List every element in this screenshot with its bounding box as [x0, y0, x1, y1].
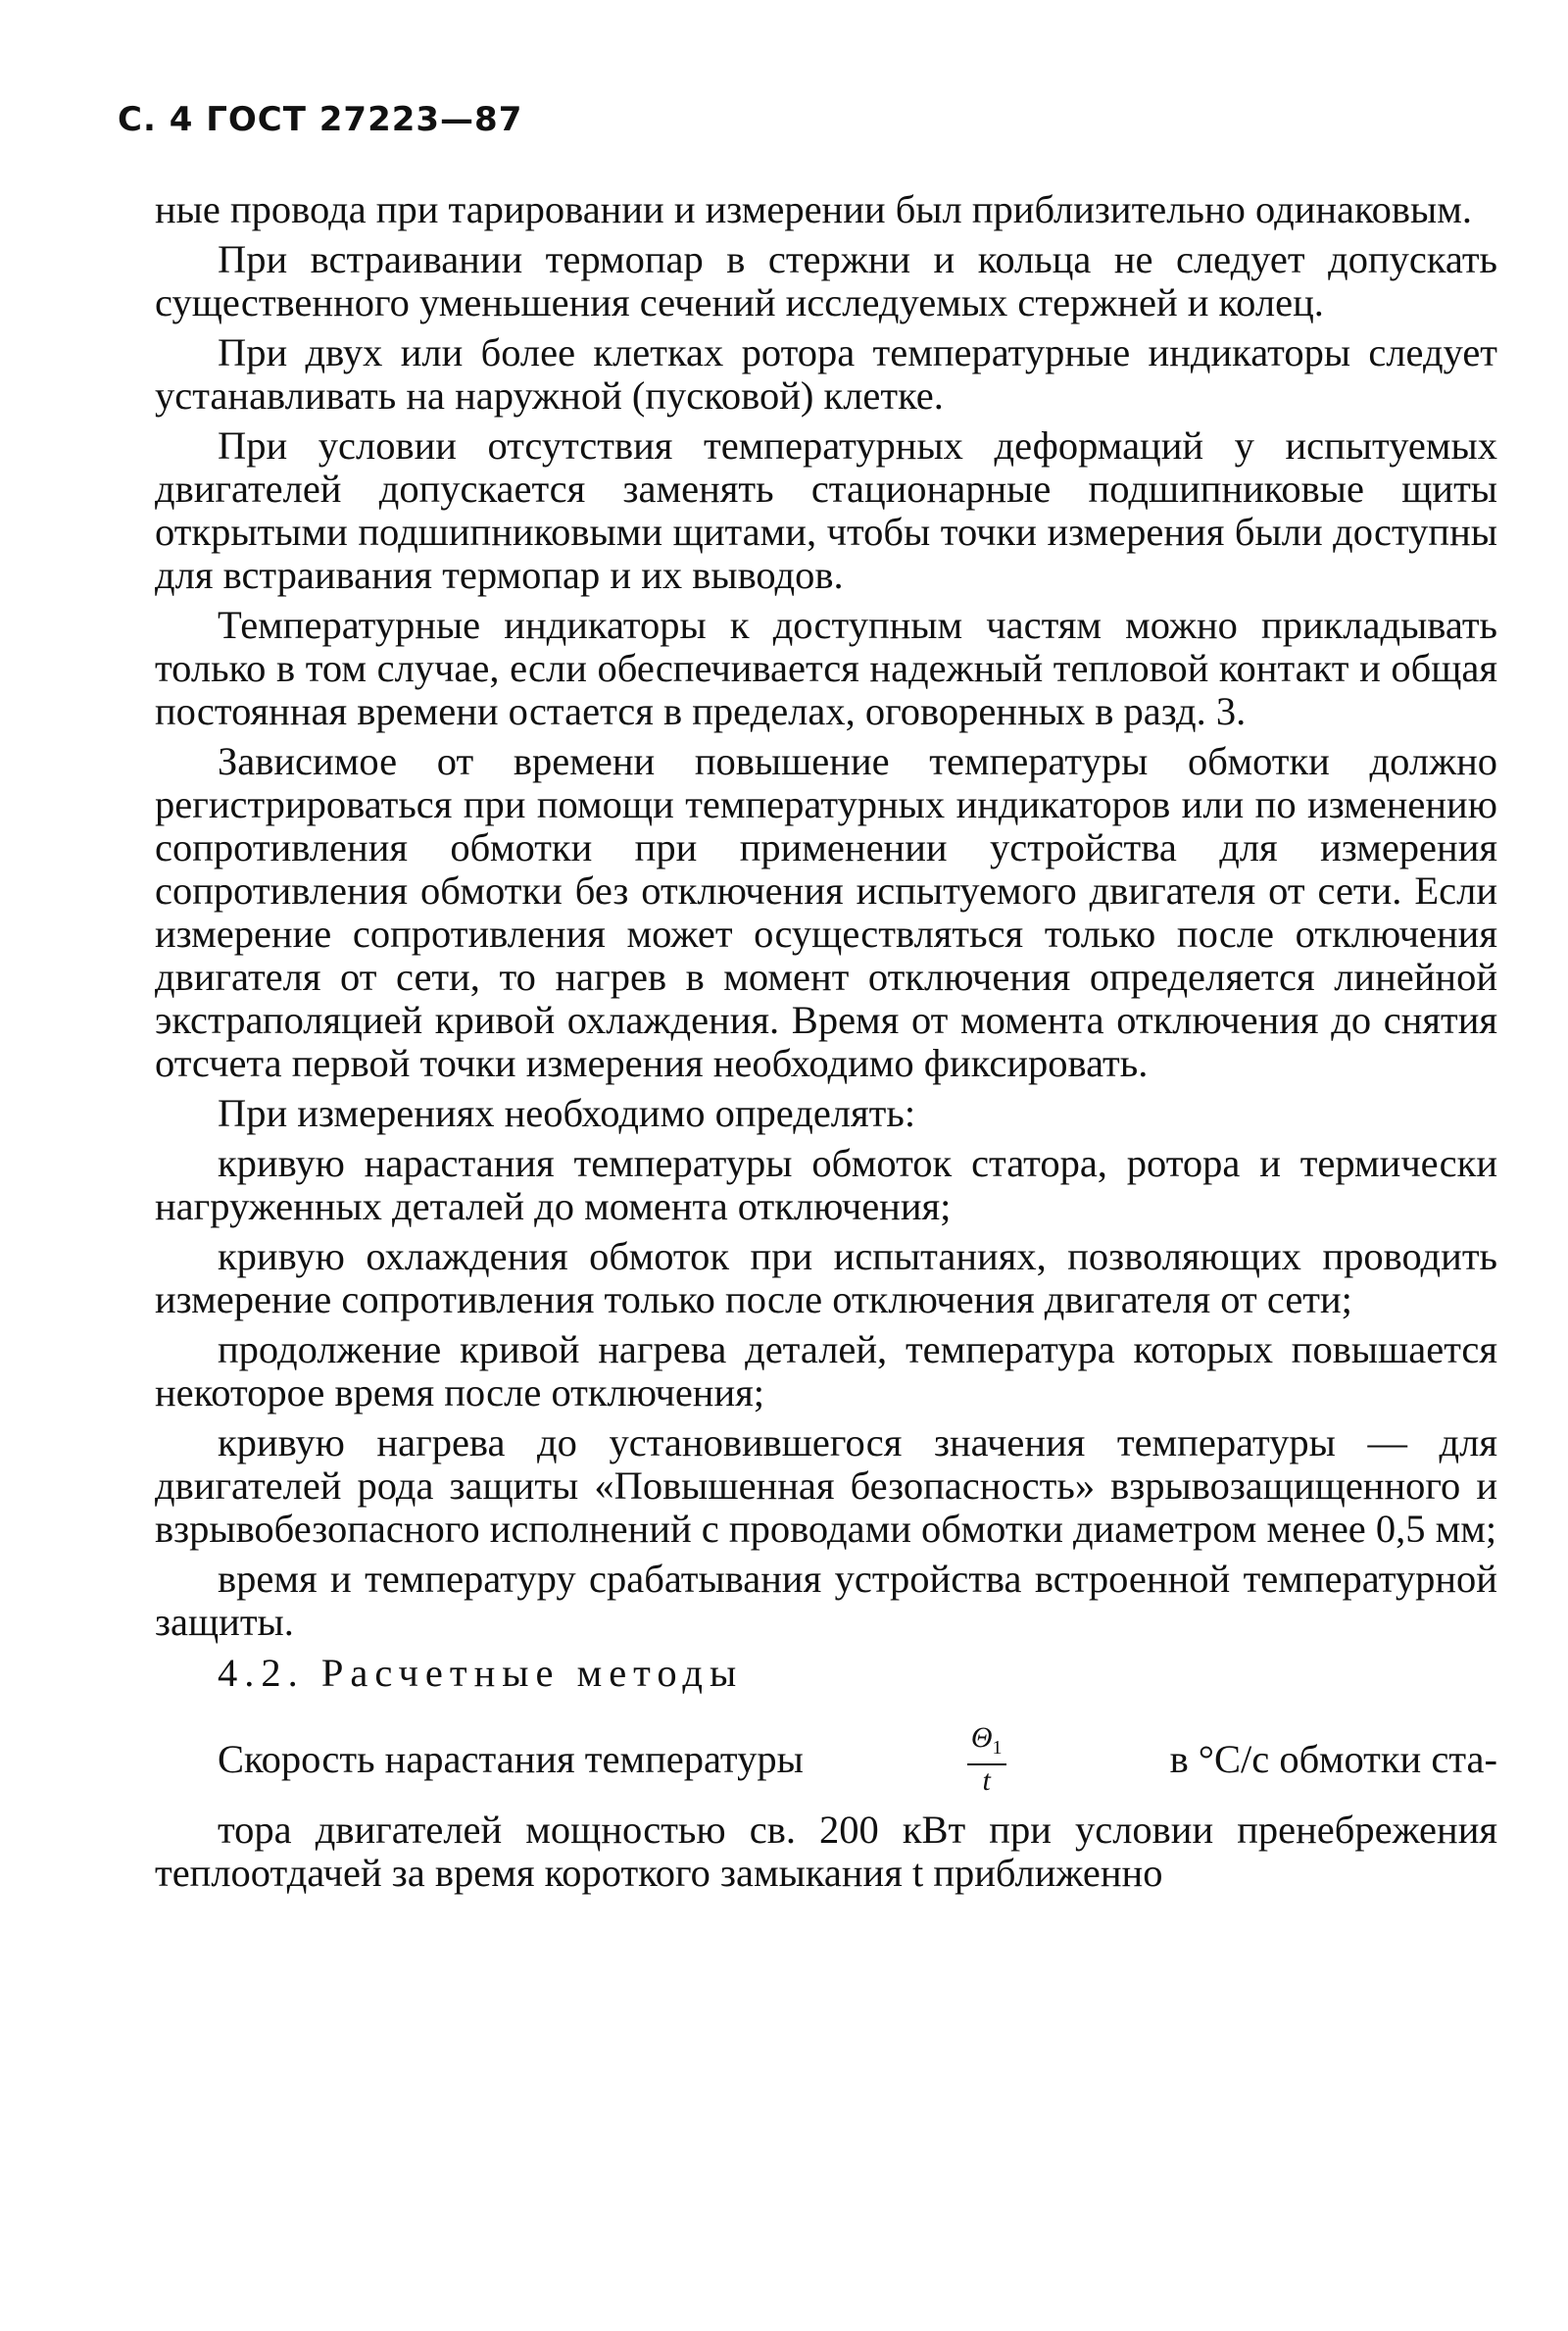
paragraph: При измерениях необходимо определять: — [218, 1091, 916, 1135]
paragraph: При встраивании термопар в стержни и кольца не следует допускать существенного уменьшения сечений исследуемых стержней и колец. — [155, 237, 1497, 324]
paragraph: Температурные индикаторы к доступным частям можно прикладывать только в том случае, если обеспечивается надежный тепловой контакт и общая постоянная времени остается в пределах, оговоренных в разд. 3. — [155, 603, 1497, 733]
paragraph: Зависимое от времени повышение температуры обмотки должно регистрироваться при помощи температурных индикаторов или по изменению сопротивления обмотки при применении устройства для измерения сопротивления обмотки без отключения испытуемого двигателя от сети. Если измерение сопротивления может осуществляться только после отключения двигателя от сети, то нагрев в момент отключения определяется линейной экстраполяцией кривой охлаждения. Время от момента отключения до снятия отсчета первой точки измерения необходимо фиксировать. — [155, 739, 1497, 1085]
fraction-denominator: t — [982, 1764, 991, 1797]
page-header: С. 4 ГОСТ 27223—87 — [118, 100, 523, 139]
list-item: кривую нарастания температуры обмоток статора, ротора и термически нагруженных деталей до момента отключения; — [155, 1141, 1497, 1228]
formula-lead-text: Скорость нарастания температуры — [218, 1737, 804, 1781]
paragraph: При двух или более клетках ротора температурные индикаторы следует устанавливать на наружной (пусковой) клетке. — [155, 330, 1497, 418]
theta-subscript: 1 — [992, 1737, 1003, 1759]
formula-trail-text: в °С/с обмотки ста- — [1169, 1737, 1497, 1781]
paragraph: тора двигателей мощностью св. 200 кВт при условии пренебрежения теплоотдачей за время короткого замыкания t приближенно — [155, 1808, 1497, 1895]
list-item: продолжение кривой нагрева деталей, температура которых повышается некоторое время после отключения; — [155, 1327, 1497, 1414]
list-item: время и температуру срабатывания устройства встроенной температурной защиты. — [155, 1557, 1497, 1644]
paragraph: ные провода при тарировании и измерении был приблизительно одинаковым. — [155, 187, 1472, 231]
fraction — [967, 1722, 1006, 1797]
theta-symbol: Θ — [970, 1721, 993, 1754]
formula-line — [155, 1716, 1497, 1803]
list-item: кривую нагрева до установившегося значения температуры — для двигателей рода защиты «Повышенная безопасность» взрывозащищенного и взрывобезопасного исполнений с проводами обмотки диаметром менее 0,5 мм; — [155, 1420, 1497, 1551]
fraction-numerator — [967, 1722, 1006, 1765]
section-heading: 4.2. Расчетные методы — [218, 1651, 744, 1695]
paragraph: При условии отсутствия температурных деформаций у испытуемых двигателей допускается заменять стационарные подшипниковые щиты открытыми подшипниковыми щитами, чтобы точки измерения были доступны для встраивания термопар и их выводов. — [155, 423, 1497, 597]
body-text — [155, 188, 1497, 1902]
list-item: кривую охлаждения обмоток при испытаниях, позволяющих проводить измерение сопротивления только после отключения двигателя от сети; — [155, 1234, 1497, 1321]
